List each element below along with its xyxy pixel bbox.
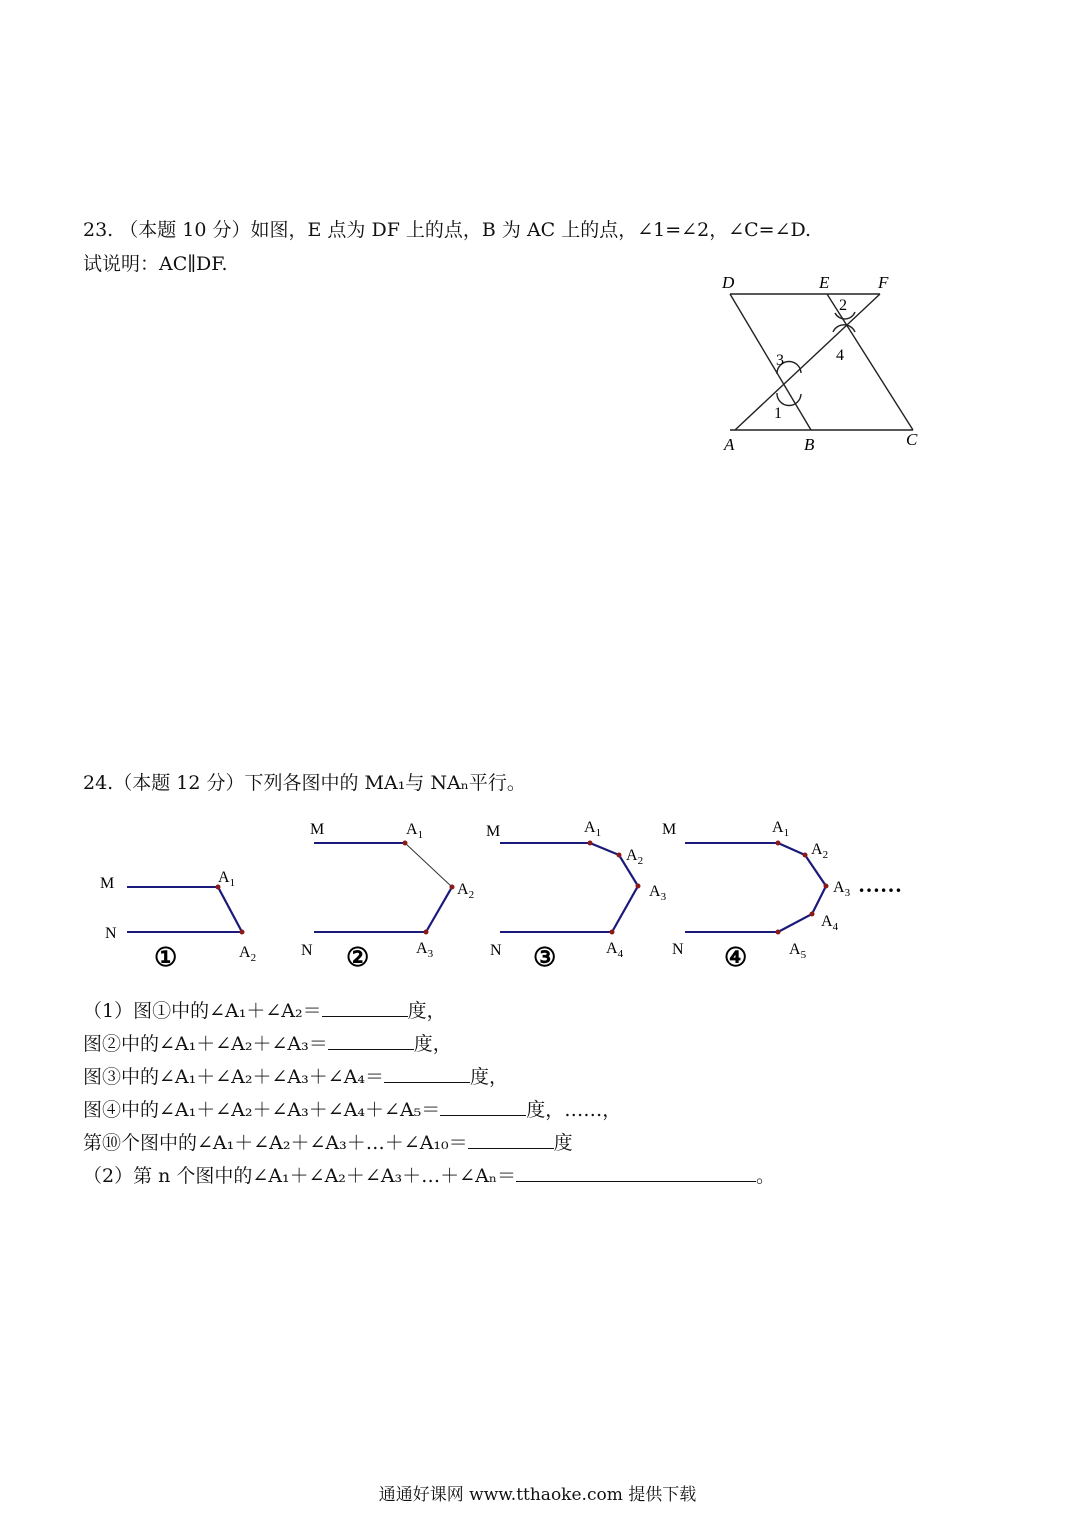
fig4-a4-label: $A_4$: [821, 913, 839, 933]
fig4-a3-label: $A_3$: [833, 879, 851, 899]
q23-question: 试说明：AC∥DF.: [83, 253, 228, 275]
figure-4: [662, 819, 902, 972]
label-a: A: [724, 435, 735, 454]
q23-figure: [715, 265, 930, 460]
q24-line-4: [83, 1097, 621, 1122]
angle-4-label: 4: [836, 347, 844, 364]
answer-blank-3[interactable]: [384, 1064, 470, 1083]
answer-blank-5[interactable]: [468, 1130, 554, 1149]
q24-line-1-text: （1）图①中的∠A₁＋∠A₂＝: [83, 1000, 322, 1022]
q24-line-3: [83, 1064, 508, 1089]
q24-line-2: [83, 1031, 452, 1056]
answer-blank-6[interactable]: [516, 1163, 756, 1182]
answer-blank-4[interactable]: [440, 1097, 526, 1116]
fig4-a2-label: $A_2$: [811, 841, 829, 861]
figure-3: [486, 819, 667, 972]
fig2-a1-label: $A_1$: [406, 821, 424, 841]
fig1-a1-label: $A_1$: [218, 869, 236, 889]
q24-statement: 24.（本题 12 分）下列各图中的 MA₁与 NAₙ平行。: [83, 772, 526, 794]
q24-line-6-text: （2）第 n 个图中的∠A₁＋∠A₂＋∠A₃＋…＋∠Aₙ＝: [83, 1165, 517, 1187]
label-e: E: [819, 273, 830, 292]
fig3-a3-label: $A_3$: [649, 883, 667, 903]
q24-line-1-suffix: 度，: [407, 1000, 446, 1022]
fig2-a3-label: $A_3$: [416, 940, 434, 960]
angle-1-label: 1: [774, 405, 782, 422]
fig1-number: ①: [154, 943, 178, 972]
fig4-n-label: N: [672, 941, 684, 958]
fig3-a1-label: $A_1$: [584, 819, 602, 839]
q24-line-6: [83, 1163, 775, 1188]
q24-line-4-suffix: 度，……，: [526, 1099, 622, 1121]
fig1-m-label: M: [100, 875, 115, 892]
q24-line-6-suffix: 。: [756, 1165, 776, 1187]
q24-line-4-text: 图④中的∠A₁＋∠A₂＋∠A₃＋∠A₄＋∠A₅＝: [83, 1099, 441, 1121]
fig1-a2-label: $A_2$: [239, 944, 257, 964]
footer: 通通好课网 www.tthaoke.com 提供下载: [378, 1485, 697, 1505]
label-c: C: [906, 430, 918, 449]
answer-blank-1[interactable]: [322, 998, 408, 1017]
q24-line-3-suffix: 度，: [470, 1066, 509, 1088]
fig4-a1-label: $A_1$: [772, 819, 790, 839]
fig1-n-label: N: [105, 925, 117, 942]
ellipsis: ……: [858, 872, 902, 897]
fig3-m-label: M: [486, 823, 501, 840]
q24-line-5-suffix: 度: [553, 1132, 573, 1154]
q24-line-2-text: 图②中的∠A₁＋∠A₂＋∠A₃＝: [83, 1033, 328, 1055]
fig4-a5-label: $A_5$: [789, 941, 807, 961]
fig2-a2-label: $A_2$: [457, 881, 475, 901]
q24-line-5: [83, 1130, 573, 1155]
q24-line-1: [83, 998, 446, 1023]
fig3-number: ③: [533, 943, 557, 972]
fig4-m-label: M: [662, 821, 677, 838]
fig2-m-label: M: [310, 821, 325, 838]
figure-1: [100, 869, 256, 972]
fig2-n-label: N: [301, 942, 313, 959]
label-d: D: [722, 273, 735, 292]
q23-statement: 23. （本题 10 分）如图，E 点为 DF 上的点，B 为 AC 上的点，∠1=∠2，∠C=∠D.: [83, 219, 812, 241]
figure-2: [301, 821, 474, 972]
label-b: B: [804, 435, 815, 454]
angle-2-label: 2: [839, 297, 847, 314]
q24-line-3-text: 图③中的∠A₁＋∠A₂＋∠A₃＋∠A₄＝: [83, 1066, 385, 1088]
fig3-a2-label: $A_2$: [626, 847, 644, 867]
answer-blank-2[interactable]: [328, 1031, 414, 1050]
fig3-n-label: N: [490, 942, 502, 959]
fig3-a4-label: $A_4$: [606, 940, 624, 960]
angle-3-label: 3: [776, 352, 784, 369]
label-f: F: [878, 273, 889, 292]
fig2-number: ②: [346, 943, 370, 972]
q24-figures: [90, 810, 930, 980]
fig4-number: ④: [724, 943, 748, 972]
q24-line-5-text: 第⑩个图中的∠A₁＋∠A₂＋∠A₃＋…＋∠A₁₀＝: [83, 1132, 468, 1154]
q24-line-2-suffix: 度，: [413, 1033, 452, 1055]
